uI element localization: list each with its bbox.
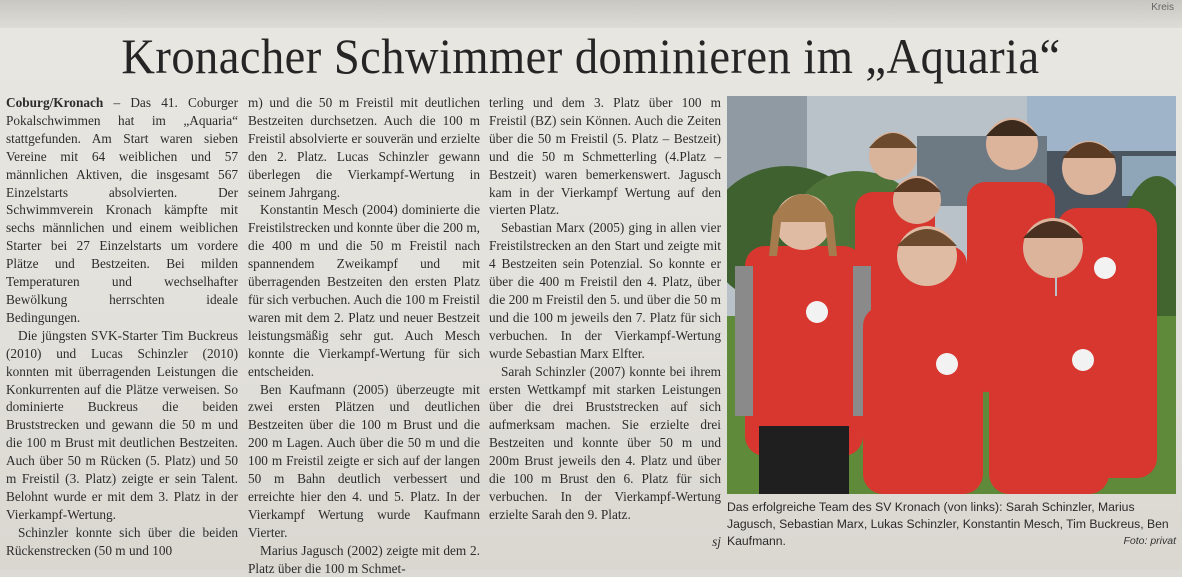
photo-credit: Foto: privat	[1123, 535, 1176, 547]
paragraph: Sebastian Marx (2005) ging in allen vier Freistilstrecken an den Start und zeigte mit 4 Bestzeiten sein Potenzial. So konnte er über die 400 m Freistil den 4. Platz, über die 200 m Freistil den 5. und über die 50 m und die 100 m jeweils den 7. Platz für sich verbuchen. In der Vierkampf-Wertung wurde Sebastian Marx Elfter.	[489, 220, 721, 361]
team-photo-illustration	[727, 96, 1176, 494]
author-signature: sj	[712, 534, 721, 550]
article-column-3	[489, 94, 721, 549]
paragraph: Marius Jagusch (2002) zeigte mit dem 2. Platz über die 100 m Schmet-	[248, 542, 480, 576]
dateline: Coburg/Kronach	[6, 95, 104, 110]
team-photo	[727, 96, 1176, 494]
article-column-1	[6, 94, 238, 560]
paragraph: Sarah Schinzler (2007) konnte bei ihrem ersten Wettkampf mit starken Leistungen über die drei Bruststrecken auf sich aufmerksam machen. Sie erzielte drei Bestzeiten und konnte über 50 m und 200m Brust jeweils den 4. Platz und über die 100 m Brust den 6. Platz für sich verbuchen. In der Vierkampf-Wertung erzielte Sarah den 9. Platz.	[489, 363, 721, 522]
photo-caption: Das erfolgreiche Team des SV Kronach (von links): Sarah Schinzler, Marius Jagusch, Sebastian Marx, Lukas Schinzler, Konstantin Mesch, Tim Buckreus, Ben Kaufmann.	[727, 500, 1169, 548]
paragraph: Die jüngsten SVK-Starter Tim Buckreus (2010) und Lucas Schinzler (2010) konnten mit überragenden Leistungen die Konkurrenten auf die Plätze verweisen. So dominierte Buckreus die beiden Bruststrecken und gewann die 50 m und die 100 m Brust mit deutlichen Bestzeiten. Auch über 50 m Rücken (5. Platz) und 50 m Freistil (3. Platz) zeigte er sein Talent. Belohnt wurde er mit dem 3. Platz in der Vierkampf-Wertung.	[6, 327, 238, 522]
paragraph: terling und dem 3. Platz über 100 m Freistil (BZ) sein Können. Auch die Zeiten über die 50 m Freistil (5. Platz – Bestzeit) und die 50 m Schmetterling (4.Platz – Bestzeit) waren bemerkenswert. Jagusch kam in der Vierkampf Wertung auf den vierten Platz.	[489, 95, 721, 218]
paragraph: Konstantin Mesch (2004) dominierte die Freistilstrecken und konnte über die 200 m, die 400 m und die 50 m Freistil nach spannendem Zweikampf und mit überragenden Bestzeiten den ersten Platz für sich verbuchen. Auch die 100 m Freistil waren mit dem 2. Platz und neuer Bestzeit leistungsmäßig sehr gut. Auch Mesch konnte die Vierkampf-Wertung für sich entscheiden.	[248, 202, 480, 379]
lead-text: – Das 41. Coburger Pokalschwimmen hat im „Aquaria“ stattgefunden. Am Start waren sieben Vereine mit 64 weiblichen und 57 männlichen Aktiven, die insgesamt 567 Einzelstarts absolvierten. Der Schwimmverein Kronach kämpfte mit sechs männlichen und einem weiblichen Starter bei 27 Einzelstarts um vordere Plätze und Bestzeiten. Bei milden Temperaturen und wechselhafter Bewölkung herrschten ideale Bedingungen.	[6, 95, 238, 325]
paragraph: m) und die 50 m Freistil mit deutlichen Bestzeiten durchsetzen. Auch die 100 m Freistil absolvierte er souverän und erzielte den 2. Platz. Lucas Schinzler gewann überlegen die Vierkampf-Wertung in seinem Jahrgang.	[248, 95, 480, 200]
paragraph: Ben Kaufmann (2005) überzeugte mit zwei ersten Plätzen und deutlichen Bestzeiten über die 100 m Brust und die 200 m Lagen. Auch über die 50 m und die 100 m Freistil zeigte er sich auf der langen 50 m Bahn deutlich verbessert und erreichte hier den 4. und 5. Platz. In der Vierkampf Wertung wurde Kaufmann Vierter.	[248, 381, 480, 540]
headline: Kronacher Schwimmer dominieren im „Aquaria“	[121, 28, 1061, 84]
article-column-2	[248, 94, 480, 577]
page-top-strip	[0, 0, 1182, 28]
lead-paragraph	[6, 94, 238, 327]
paragraph: Schinzler konnte sich über die beiden Rückenstrecken (50 m und 100	[6, 524, 238, 558]
corner-note: Kreis	[1151, 2, 1174, 13]
